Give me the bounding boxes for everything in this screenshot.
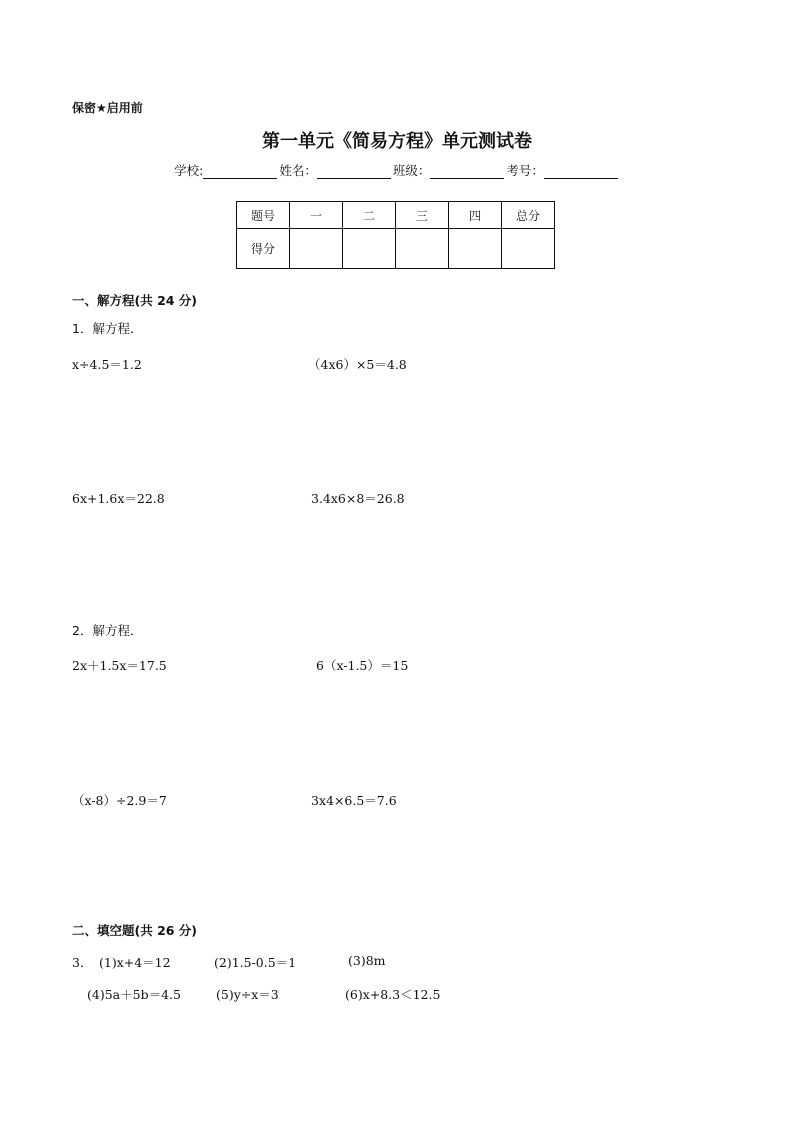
- score-table-header-row: [237, 202, 555, 229]
- section2-heading: 二、填空题(共 26 分): [72, 923, 198, 938]
- school-label: 学校:: [174, 163, 204, 178]
- name-label: 姓名：: [279, 163, 317, 178]
- score-table: [236, 201, 555, 269]
- q3-item-5: (5)y÷x＝3: [216, 987, 279, 1002]
- exam-no-blank[interactable]: [544, 164, 618, 179]
- q1-label: 1．解方程．: [72, 321, 143, 336]
- confidential-label: 保密★启用前: [72, 101, 143, 115]
- score-header-cell: 四: [449, 202, 502, 229]
- q2-eq-2: 6（x-1.5）＝15: [316, 658, 409, 673]
- q1-eq-2: （4x6）×5＝4.8: [308, 357, 407, 372]
- q3-item-6: (6)x+8.3＜12.5: [345, 987, 441, 1002]
- q3-item-3: (3)8m: [348, 953, 386, 968]
- q1-eq-1: x÷4.5＝1.2: [72, 357, 142, 372]
- score-cell[interactable]: [343, 229, 396, 269]
- score-cell[interactable]: [449, 229, 502, 269]
- score-cell[interactable]: [396, 229, 449, 269]
- class-label: 班级：: [392, 163, 431, 178]
- school-blank[interactable]: [203, 164, 277, 179]
- q1-eq-4: 3.4x6×8＝26.8: [311, 491, 405, 506]
- name-blank[interactable]: [317, 164, 391, 179]
- q3-item-4: (4)5a＋5b＝4.5: [87, 987, 181, 1002]
- score-header-cell: 三: [396, 202, 449, 229]
- score-header-cell: 总分: [502, 202, 555, 229]
- score-header-cell: 二: [343, 202, 396, 229]
- score-header-cell: 题号: [237, 202, 290, 229]
- q2-eq-4: 3x4×6.5＝7.6: [311, 793, 397, 808]
- q2-label: 2．解方程．: [72, 623, 143, 638]
- q3-number: 3．: [72, 955, 93, 970]
- score-row-label: 得分: [237, 229, 290, 269]
- page-title: 第一单元《简易方程》单元测试卷: [262, 131, 532, 152]
- score-cell[interactable]: [502, 229, 555, 269]
- q2-eq-1: 2x＋1.5x＝17.5: [72, 658, 167, 673]
- class-blank[interactable]: [430, 164, 504, 179]
- score-header-cell: 一: [290, 202, 343, 229]
- q3-item-1: (1)x+4＝12: [99, 955, 171, 970]
- exam-no-label: 考号：: [506, 163, 544, 178]
- score-table-score-row: [237, 229, 555, 269]
- q3-item-2: (2)1.5-0.5＝1: [214, 955, 297, 970]
- q1-eq-3: 6x+1.6x＝22.8: [72, 491, 165, 506]
- student-info-line: [0, 161, 794, 179]
- section1-heading: 一、解方程(共 24 分): [72, 293, 198, 308]
- q2-eq-3: （x-8）÷2.9＝7: [72, 793, 167, 808]
- score-cell[interactable]: [290, 229, 343, 269]
